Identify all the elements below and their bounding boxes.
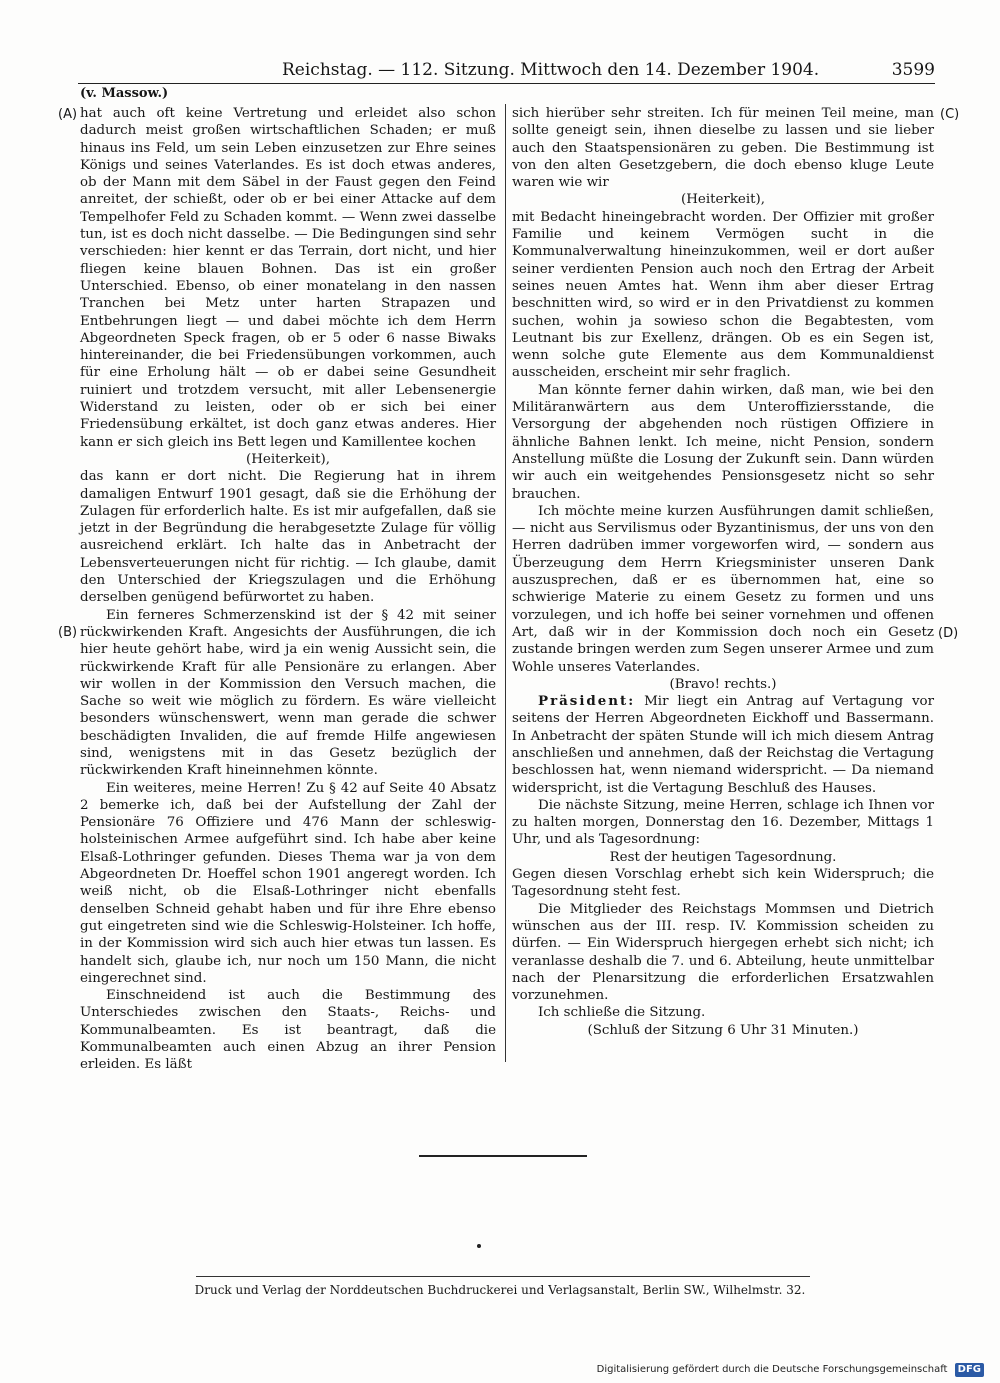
end-rule [419,1155,587,1157]
paragraph: Ein weiteres, meine Herren! Zu § 42 auf Seite 40 Absatz 2 bemerke ich, daß bei der Aufstellung der Zahl der Pensionäre 76 Offiziere und 476 Mann der schleswig-holsteinischen Armee aufgeführt sind. Ich habe aber keine Elsaß-Lothringer gefunden. Dieses Thema war ja von dem Abgeordneten Dr. Hoeffel schon 1901 angeregt worden. Ich weiß nicht, ob die Elsaß-Lothringer nicht ebenfalls denselben Schneid gehabt haben und für ihre Ehre ebenso gut eingetreten sind wie die Schleswig-Holsteiner. Ich hoffe, in der Kommission wird sich auch hier etwas tun lassen. Es handelt sich, glaube ich, nur noch um 150 Mann, die nicht eingerechnet sind. [80,780,496,986]
paragraph: Man könnte ferner dahin wirken, daß man, wie bei den Militäranwärtern aus dem Unteroffiziersstande, die Versorgung der abgehenden noch rüstigen Offiziere in ähnliche Bahnen lenkt. Ich meine, nicht Pension, sondern Anstellung müßte die Losung der Zukunft sein. Dann würden wir auch ein weitgehendes Pensionsgesetz nicht so sehr brauchen. [512,382,934,502]
margin-marker-c: (C) [940,107,960,122]
paragraph-text: Mir liegt ein Antrag auf Vertagung vor seitens der Herren Abgeordneten Eickhoff und Bassermann. In Anbetracht der späten Stunde will ich mich diesem Antrag anschließen und annehmen, daß der Reichstag die Vertagung beschlossen hat, wenn niemand widerspricht. — Da niemand widerspricht, ist die Vertagung Beschluß des Hauses. [512,694,934,796]
footer-rule [196,1276,810,1277]
header-title: Reichstag. — 112. Sitzung. Mittwoch den 14. Dezember 1904. [282,60,820,80]
paragraph: Ich möchte meine kurzen Ausführungen damit schließen, — nicht aus Servilismus oder Byzantinismus, der uns von den Herren dadrüben immer vorgeworfen wird, — sondern aus Überzeugung dem Herrn Kriegsminister unseren Dank auszusprechen, daß er es übernommen hat, eine so schwierige Materie zu einem Gesetz zu formen und uns vorzulegen, und ich hoffe bei seiner vornehmen und offenen Art, daß wir in der Kommission doch noch ein Gesetz zustande bringen werden zum Segen unserer Armee und zum Wohle unseres Vaterlandes. [512,503,934,675]
paragraph: das kann er dort nicht. Die Regierung hat in ihrem damaligen Entwurf 1901 gesagt, daß sie die Erhöhung der Zulagen für erforderlich halte. Es ist mir aufgefallen, daß sie jetzt in der Begründung die herabgesetzte Zulage für völlig ausreichend erklärt. Ich halte das in Anbetracht der Lebensverteuerungen nicht für richtig. — Ich glaube, damit den Unterschied der Kriegszulagen und die Erhöhung derselben genügend befürwortet zu haben. [80,469,496,606]
interjection: (Bravo! rechts.) [669,676,777,692]
paragraph: Einschneidend ist auch die Bestimmung des Unterschiedes zwischen den Staats-, Reichs- und Kommunalbeamten. Es ist beantragt, daß die Kommunalbeamten auch einen Abzug an ihrer Pension erleiden. Es läßt [80,988,496,1073]
paragraph: mit Bedacht hineingebracht worden. Der Offizier mit großer Familie und keinem Vermögen sucht in die Kommunalverwaltung hineinzukommen, weil er dort außer seiner verdienten Pension auch noch den Ertrag der Arbeit seines neuen Amtes hat. Wenn ihm aber dieser Ertrag beschnitten wird, so wird er in den Privatdienst zu kommen suchen, wohin ja sowieso schon die Begabtesten, vom Leutnant bis zur Exellenz, drängen. Ob es ein Segen ist, wenn solche gute Elemente aus dem Kommunaldienst ausscheiden, erscheint mir sehr fraglich. [512,209,934,381]
paragraph: Gegen diesen Vorschlag erhebt sich kein Widerspruch; die Tagesordnung steht fest. [512,867,934,900]
right-column [512,105,934,1039]
closing-note: (Schluß der Sitzung 6 Uhr 31 Minuten.) [587,1022,859,1038]
column-divider [505,104,506,1062]
header-rule [78,83,935,84]
decorative-dot [477,1244,481,1248]
paragraph: hat auch oft keine Vertretung und erleidet also schon dadurch meist großen wirtschaftlichen Schaden; er muß hinaus ins Feld, um sein Leben einzusetzen zur Ehre seines Königs und seines Vaterlandes. Es ist doch etwas anderes, ob der Mann mit dem Säbel in der Faust gegen den Feind anreitet, der schießt, oder ob er bei einer Attacke auf dem Tempelhofer Feld zu Schaden kommt. — Wenn zwei dasselbe tun, ist es doch nicht dasselbe. — Die Bedingungen sind sehr verschieden: hier kennt er das Terrain, dort nicht, und hier fliegen keine blauen Bohnen. Das ist ein großer Unterschied. Ebenso, ob einer monatelang in den nassen Tranchen bei Metz unter harten Strapazen und Entbehrungen liegt — und dabei möchte ich dem Herrn Abgeordneten Speck fragen, ob er 5 oder 6 nasse Biwaks hintereinander, die bei Friedensübungen vorkommen, auch für eine Erholung hält — ob er dabei seine Gesundheit ruiniert und trotzdem versucht, mit aller Lebensenergie Widerstand zu leisten, oder ob er sich bei einer Friedensübung erkältet, ist doch ganz etwas anderes. Hier kann er sich gleich ins Bett legen und Kamillentee kochen [80,106,496,450]
margin-marker-d: (D) [938,626,959,641]
paragraph: Ein ferneres Schmerzenskind ist der § 42 mit seiner rückwirkenden Kraft. Angesichts der Ausführungen, die ich hier heute gehört habe, wird ja ein wenig Aussicht sein, die rückwirkende Kraft für alle Pensionäre zu erlangen. Aber wir wollen in der Kommission den Versuch machen, die Sache so weit wie möglich zu fördern. Es wäre vielleicht besonders wünschenswert, wenn man gerade die schwer beschädigten Invaliden, die auf fremde Hilfe angewiesen sind, wenigstens mit in das Gesetz bezüglich der rückwirkenden Kraft hineinnehmen könnte. [80,607,496,779]
speaker-tag: (v. Massow.) [80,86,169,101]
page-number: 3599 [891,60,935,80]
paragraph: sich hierüber sehr streiten. Ich für meinen Teil meine, man sollte geneigt sein, ihnen dieselbe zu lassen und sie lieber auch den Staatspensionären zu geben. Die Bestimmung ist von den alten Gesetzgebern, die doch ebenso kluge Leute waren wie wir [512,106,934,191]
interjection: (Heiterkeit), [246,451,330,467]
speaker-name: Präsident: [538,693,636,710]
imprint: Druck und Verlag der Norddeutschen Buchdruckerei und Verlagsanstalt, Berlin SW., Wilhelmstr. 32. [194,1283,806,1297]
paragraph: Die nächste Sitzung, meine Herren, schlage ich Ihnen vor zu halten morgen, Donnerstag den 16. Dezember, Mittags 1 Uhr, und als Tagesordnung: [512,797,934,848]
president-paragraph [512,693,934,797]
digitization-credit [597,1363,984,1377]
margin-marker-b: (B) [58,625,78,640]
margin-marker-a: (A) [58,107,78,122]
paragraph: Ich schließe die Sitzung. [538,1005,706,1021]
dfg-logo: DFG [955,1363,984,1377]
interjection: (Heiterkeit), [681,192,765,208]
paragraph: Die Mitglieder des Reichstags Mommsen und Dietrich wünschen aus der III. resp. IV. Kommission scheiden zu dürfen. — Ein Widerspruch hiergegen erhebt sich nicht; ich veranlasse deshalb die 7. und 6. Abteilung, heute unmittelbar nach der Plenarsitzung die erforderlichen Ersatzwahlen vorzunehmen. [512,901,934,1004]
left-column [80,105,496,1074]
digitization-note: Digitalisierung gefördert durch die Deutsche Forschungsgemeinschaft [596,1364,948,1375]
running-header [0,58,1000,82]
agenda-item: Rest der heutigen Tagesordnung. [609,849,837,865]
